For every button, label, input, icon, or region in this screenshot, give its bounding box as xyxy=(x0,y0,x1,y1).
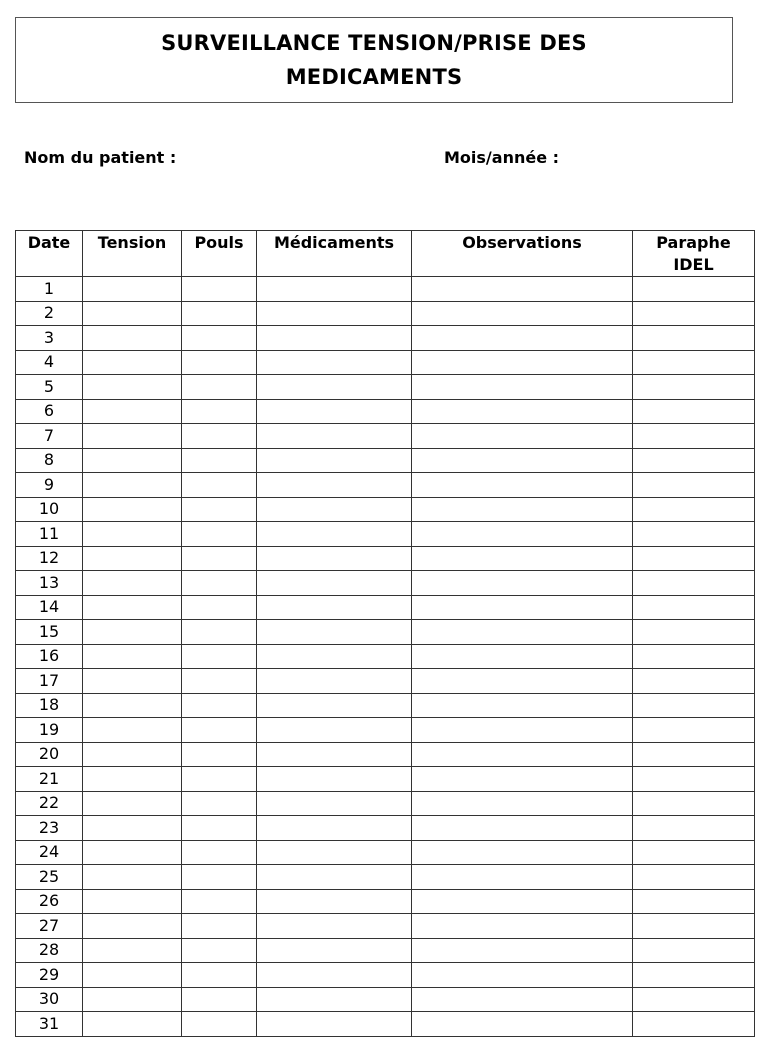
table-row xyxy=(16,424,755,449)
observations-cell xyxy=(412,865,633,890)
table-row xyxy=(16,718,755,743)
pouls-cell xyxy=(182,522,257,547)
observations-cell xyxy=(412,693,633,718)
paraphe-cell xyxy=(633,718,755,743)
tension-cell xyxy=(83,963,182,988)
table-row xyxy=(16,816,755,841)
tension-cell xyxy=(83,889,182,914)
day-number: 20 xyxy=(16,742,83,767)
observations-cell xyxy=(412,399,633,424)
day-number: 26 xyxy=(16,889,83,914)
day-number: 12 xyxy=(16,546,83,571)
header-paraphe xyxy=(633,231,755,277)
medicaments-cell xyxy=(257,277,412,302)
observations-cell xyxy=(412,644,633,669)
medicaments-cell xyxy=(257,399,412,424)
tension-cell xyxy=(83,399,182,424)
day-number: 10 xyxy=(16,497,83,522)
tension-cell xyxy=(83,571,182,596)
pouls-cell xyxy=(182,987,257,1012)
day-number: 2 xyxy=(16,301,83,326)
pouls-cell xyxy=(182,595,257,620)
tension-cell xyxy=(83,987,182,1012)
table-row xyxy=(16,889,755,914)
observations-cell xyxy=(412,791,633,816)
observations-cell xyxy=(412,424,633,449)
tension-cell xyxy=(83,693,182,718)
tension-cell xyxy=(83,595,182,620)
header-observations: Observations xyxy=(412,231,633,277)
tension-cell xyxy=(83,742,182,767)
paraphe-cell xyxy=(633,399,755,424)
observations-cell xyxy=(412,301,633,326)
day-number: 22 xyxy=(16,791,83,816)
day-number: 19 xyxy=(16,718,83,743)
tension-cell xyxy=(83,767,182,792)
paraphe-cell xyxy=(633,914,755,939)
medicaments-cell xyxy=(257,669,412,694)
tension-cell xyxy=(83,546,182,571)
paraphe-cell xyxy=(633,816,755,841)
day-number: 16 xyxy=(16,644,83,669)
medicaments-cell xyxy=(257,914,412,939)
paraphe-cell xyxy=(633,375,755,400)
observations-cell xyxy=(412,595,633,620)
medicaments-cell xyxy=(257,375,412,400)
observations-cell xyxy=(412,840,633,865)
table-row xyxy=(16,399,755,424)
medicaments-cell xyxy=(257,963,412,988)
table-row xyxy=(16,767,755,792)
table-row xyxy=(16,473,755,498)
tension-cell xyxy=(83,840,182,865)
paraphe-cell xyxy=(633,326,755,351)
header-paraphe-line-2: IDEL xyxy=(673,255,714,274)
page-title-line-1: SURVEILLANCE TENSION/PRISE DES xyxy=(161,31,587,55)
table-row xyxy=(16,644,755,669)
paraphe-cell xyxy=(633,669,755,694)
tension-cell xyxy=(83,375,182,400)
observations-cell xyxy=(412,889,633,914)
pouls-cell xyxy=(182,963,257,988)
day-number: 3 xyxy=(16,326,83,351)
observations-cell xyxy=(412,277,633,302)
day-number: 4 xyxy=(16,350,83,375)
paraphe-cell xyxy=(633,791,755,816)
day-number: 28 xyxy=(16,938,83,963)
observations-cell xyxy=(412,473,633,498)
table-row xyxy=(16,865,755,890)
medicaments-cell xyxy=(257,424,412,449)
page-title-line-2: MEDICAMENTS xyxy=(285,65,463,89)
table-row xyxy=(16,938,755,963)
pouls-cell xyxy=(182,277,257,302)
observations-cell xyxy=(412,938,633,963)
observations-cell xyxy=(412,522,633,547)
table-row xyxy=(16,350,755,375)
pouls-cell xyxy=(182,350,257,375)
tension-cell xyxy=(83,1012,182,1037)
day-number: 15 xyxy=(16,620,83,645)
day-number: 6 xyxy=(16,399,83,424)
monitoring-table xyxy=(15,230,755,1037)
paraphe-cell xyxy=(633,277,755,302)
table-row xyxy=(16,326,755,351)
tension-cell xyxy=(83,865,182,890)
day-number: 30 xyxy=(16,987,83,1012)
paraphe-cell xyxy=(633,693,755,718)
paraphe-cell xyxy=(633,350,755,375)
medicaments-cell xyxy=(257,644,412,669)
medicaments-cell xyxy=(257,742,412,767)
day-number: 29 xyxy=(16,963,83,988)
table-row xyxy=(16,595,755,620)
medicaments-cell xyxy=(257,816,412,841)
table-row xyxy=(16,522,755,547)
day-number: 8 xyxy=(16,448,83,473)
pouls-cell xyxy=(182,326,257,351)
tension-cell xyxy=(83,522,182,547)
paraphe-cell xyxy=(633,301,755,326)
pouls-cell xyxy=(182,1012,257,1037)
paraphe-cell xyxy=(633,620,755,645)
medicaments-cell xyxy=(257,448,412,473)
table-row xyxy=(16,742,755,767)
pouls-cell xyxy=(182,571,257,596)
medicaments-cell xyxy=(257,497,412,522)
table-row xyxy=(16,840,755,865)
pouls-cell xyxy=(182,742,257,767)
paraphe-cell xyxy=(633,424,755,449)
observations-cell xyxy=(412,767,633,792)
table-header-row xyxy=(16,231,755,277)
observations-cell xyxy=(412,1012,633,1037)
day-number: 14 xyxy=(16,595,83,620)
paraphe-cell xyxy=(633,938,755,963)
pouls-cell xyxy=(182,669,257,694)
observations-cell xyxy=(412,375,633,400)
paraphe-cell xyxy=(633,742,755,767)
pouls-cell xyxy=(182,914,257,939)
day-number: 31 xyxy=(16,1012,83,1037)
observations-cell xyxy=(412,546,633,571)
table-row xyxy=(16,620,755,645)
medicaments-cell xyxy=(257,350,412,375)
paraphe-cell xyxy=(633,963,755,988)
pouls-cell xyxy=(182,644,257,669)
day-number: 23 xyxy=(16,816,83,841)
tension-cell xyxy=(83,620,182,645)
medicaments-cell xyxy=(257,840,412,865)
tension-cell xyxy=(83,448,182,473)
table-row xyxy=(16,669,755,694)
header-medicaments: Médicaments xyxy=(257,231,412,277)
pouls-cell xyxy=(182,718,257,743)
tension-cell xyxy=(83,791,182,816)
medicaments-cell xyxy=(257,718,412,743)
paraphe-cell xyxy=(633,546,755,571)
pouls-cell xyxy=(182,497,257,522)
day-number: 21 xyxy=(16,767,83,792)
day-number: 18 xyxy=(16,693,83,718)
paraphe-cell xyxy=(633,571,755,596)
table-row xyxy=(16,1012,755,1037)
pouls-cell xyxy=(182,399,257,424)
medicaments-cell xyxy=(257,301,412,326)
patient-name-label: Nom du patient : xyxy=(24,148,177,167)
medicaments-cell xyxy=(257,767,412,792)
pouls-cell xyxy=(182,546,257,571)
observations-cell xyxy=(412,620,633,645)
tension-cell xyxy=(83,326,182,351)
medicaments-cell xyxy=(257,522,412,547)
pouls-cell xyxy=(182,375,257,400)
paraphe-cell xyxy=(633,865,755,890)
day-number: 17 xyxy=(16,669,83,694)
medicaments-cell xyxy=(257,865,412,890)
paraphe-cell xyxy=(633,840,755,865)
table-row xyxy=(16,987,755,1012)
medicaments-cell xyxy=(257,1012,412,1037)
medicaments-cell xyxy=(257,473,412,498)
day-number: 9 xyxy=(16,473,83,498)
title-box xyxy=(15,17,733,103)
table-row xyxy=(16,375,755,400)
table-row xyxy=(16,693,755,718)
pouls-cell xyxy=(182,791,257,816)
observations-cell xyxy=(412,497,633,522)
tension-cell xyxy=(83,914,182,939)
paraphe-cell xyxy=(633,767,755,792)
pouls-cell xyxy=(182,473,257,498)
paraphe-cell xyxy=(633,497,755,522)
day-number: 11 xyxy=(16,522,83,547)
medicaments-cell xyxy=(257,326,412,351)
paraphe-cell xyxy=(633,448,755,473)
observations-cell xyxy=(412,718,633,743)
header-tension: Tension xyxy=(83,231,182,277)
observations-cell xyxy=(412,669,633,694)
pouls-cell xyxy=(182,620,257,645)
tension-cell xyxy=(83,816,182,841)
observations-cell xyxy=(412,963,633,988)
day-number: 25 xyxy=(16,865,83,890)
paraphe-cell xyxy=(633,1012,755,1037)
paraphe-cell xyxy=(633,889,755,914)
table-row xyxy=(16,571,755,596)
medicaments-cell xyxy=(257,938,412,963)
pouls-cell xyxy=(182,693,257,718)
medicaments-cell xyxy=(257,889,412,914)
pouls-cell xyxy=(182,889,257,914)
paraphe-cell xyxy=(633,473,755,498)
medicaments-cell xyxy=(257,620,412,645)
header-paraphe-line-1: Paraphe xyxy=(656,233,731,252)
pouls-cell xyxy=(182,865,257,890)
paraphe-cell xyxy=(633,595,755,620)
observations-cell xyxy=(412,448,633,473)
table-row xyxy=(16,546,755,571)
tension-cell xyxy=(83,938,182,963)
pouls-cell xyxy=(182,448,257,473)
tension-cell xyxy=(83,301,182,326)
tension-cell xyxy=(83,669,182,694)
table-row xyxy=(16,448,755,473)
table-body xyxy=(16,277,755,1037)
medicaments-cell xyxy=(257,571,412,596)
table-row xyxy=(16,791,755,816)
day-number: 5 xyxy=(16,375,83,400)
medicaments-cell xyxy=(257,693,412,718)
pouls-cell xyxy=(182,767,257,792)
table-row xyxy=(16,914,755,939)
header-date: Date xyxy=(16,231,83,277)
medicaments-cell xyxy=(257,595,412,620)
pouls-cell xyxy=(182,424,257,449)
day-number: 1 xyxy=(16,277,83,302)
observations-cell xyxy=(412,914,633,939)
tension-cell xyxy=(83,350,182,375)
day-number: 27 xyxy=(16,914,83,939)
observations-cell xyxy=(412,350,633,375)
paraphe-cell xyxy=(633,644,755,669)
day-number: 7 xyxy=(16,424,83,449)
month-year-label: Mois/année : xyxy=(444,148,560,167)
table-row xyxy=(16,497,755,522)
day-number: 24 xyxy=(16,840,83,865)
table-row xyxy=(16,277,755,302)
table-row xyxy=(16,963,755,988)
header-pouls: Pouls xyxy=(182,231,257,277)
tension-cell xyxy=(83,277,182,302)
day-number: 13 xyxy=(16,571,83,596)
paraphe-cell xyxy=(633,987,755,1012)
tension-cell xyxy=(83,497,182,522)
observations-cell xyxy=(412,571,633,596)
tension-cell xyxy=(83,644,182,669)
table-row xyxy=(16,301,755,326)
tension-cell xyxy=(83,718,182,743)
tension-cell xyxy=(83,473,182,498)
medicaments-cell xyxy=(257,546,412,571)
paraphe-cell xyxy=(633,522,755,547)
medicaments-cell xyxy=(257,987,412,1012)
pouls-cell xyxy=(182,938,257,963)
pouls-cell xyxy=(182,816,257,841)
pouls-cell xyxy=(182,301,257,326)
observations-cell xyxy=(412,816,633,841)
observations-cell xyxy=(412,326,633,351)
observations-cell xyxy=(412,987,633,1012)
pouls-cell xyxy=(182,840,257,865)
medicaments-cell xyxy=(257,791,412,816)
observations-cell xyxy=(412,742,633,767)
tension-cell xyxy=(83,424,182,449)
